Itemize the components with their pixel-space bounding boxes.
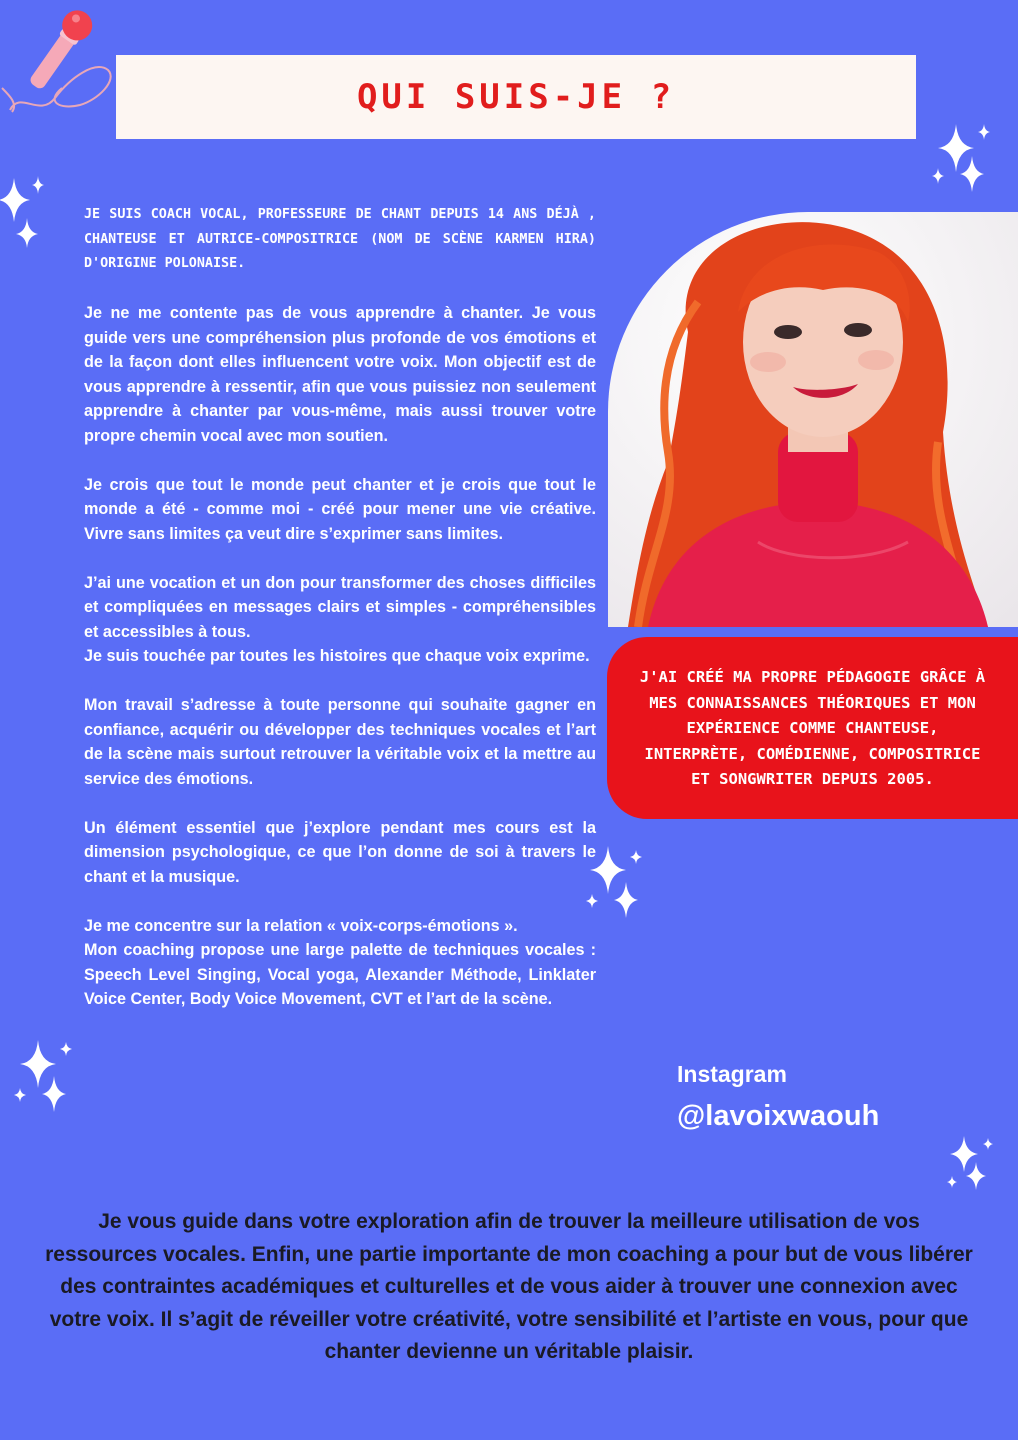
bio-paragraph: Je me concentre sur la relation « voix-corps-émotions ». Mon coaching propose une large palette de techniques vocales : Speech Level Singing, Vocal yoga, Alexander Méthode, Linklater Voice Center, Body Voice Movement, CVT et l’art de la scène. bbox=[84, 916, 596, 1008]
bio-paragraph: Un élément essentiel que j’explore pendant mes cours est la dimension psychologique, ce que l’on donne de soi à travers le chant et la musique. bbox=[84, 818, 596, 886]
instagram-label: Instagram bbox=[677, 1061, 787, 1087]
bio-paragraph: Je crois que tout le monde peut chanter et je crois que tout le monde a été - comme moi - créé pour mener une vie créative. Vivre sans limites ça veut dire s’exprimer sans limites. bbox=[84, 475, 596, 543]
bio-paragraph: J’ai une vocation et un don pour transformer des choses difficiles et compliquées en messages clairs et simples - compréhensibles et accessibles à tous. Je suis touchée par toutes les histoires que chaque voix exprime. bbox=[84, 573, 596, 665]
page-title: QUI SUIS-JE ? bbox=[356, 77, 676, 117]
closing-paragraph: Je vous guide dans votre exploration afin de trouver la meilleure utilisation de vos ressources vocales. Enfin, une partie importante de mon coaching a pour but de vous libérer des contraintes académiques et culturelles et de vous aider à trouver une connexion avec votre voix. Il s’agit de réveiller votre créativité, votre sensibilité et l’artiste en vous, pour que chanter devienne un véritable plaisir. bbox=[45, 1210, 973, 1363]
callout-text: J'AI CRÉÉ MA PROPRE PÉDAGOGIE GRÂCE À MES CONNAISSANCES THÉORIQUES ET MON EXPÉRIENCE COMME CHANTEUSE, INTERPRÈTE, COMÉDIENNE, COMPOSITRICE ET SONGWRITER DEPUIS 2005. bbox=[639, 668, 986, 789]
sparkle-icon bbox=[928, 120, 998, 205]
instagram-handle[interactable]: @lavoixwaouh bbox=[677, 1100, 880, 1132]
bio-paragraph: Je ne me contente pas de vous apprendre à chanter. Je vous guide vers une compréhension plus profonde de vos émotions et de la façon dont elles influencent votre voix. Mon objectif est de vous apprendre à ressentir, afin que vous puissiez non seulement apprendre à chanter par vous-même, mais aussi trouver votre propre chemin vocal avec mon soutien. bbox=[84, 304, 596, 445]
bio-intro: JE SUIS COACH VOCAL, PROFESSEURE DE CHANT DEPUIS 14 ANS DÉJÀ , CHANTEUSE ET AUTRICE-COMPOSITRICE (NOM DE SCÈNE KARMEN HIRA) D'ORIGINE POLONAISE. bbox=[84, 207, 596, 271]
sparkle-icon bbox=[14, 1036, 76, 1121]
portrait-photo bbox=[608, 212, 1018, 627]
bio-section bbox=[84, 203, 596, 1036]
sparkle-icon bbox=[944, 1132, 1000, 1200]
sparkle-icon bbox=[0, 168, 60, 258]
bio-paragraph: Mon travail s’adresse à toute personne qui souhaite gagner en confiance, acquérir ou développer des techniques vocales et l’art de la scène mais surtout retrouver la véritable voix et la mettre au service des émotions. bbox=[84, 696, 596, 788]
title-banner bbox=[116, 55, 916, 139]
microphone-icon bbox=[0, 0, 120, 130]
callout-box bbox=[607, 637, 1018, 819]
